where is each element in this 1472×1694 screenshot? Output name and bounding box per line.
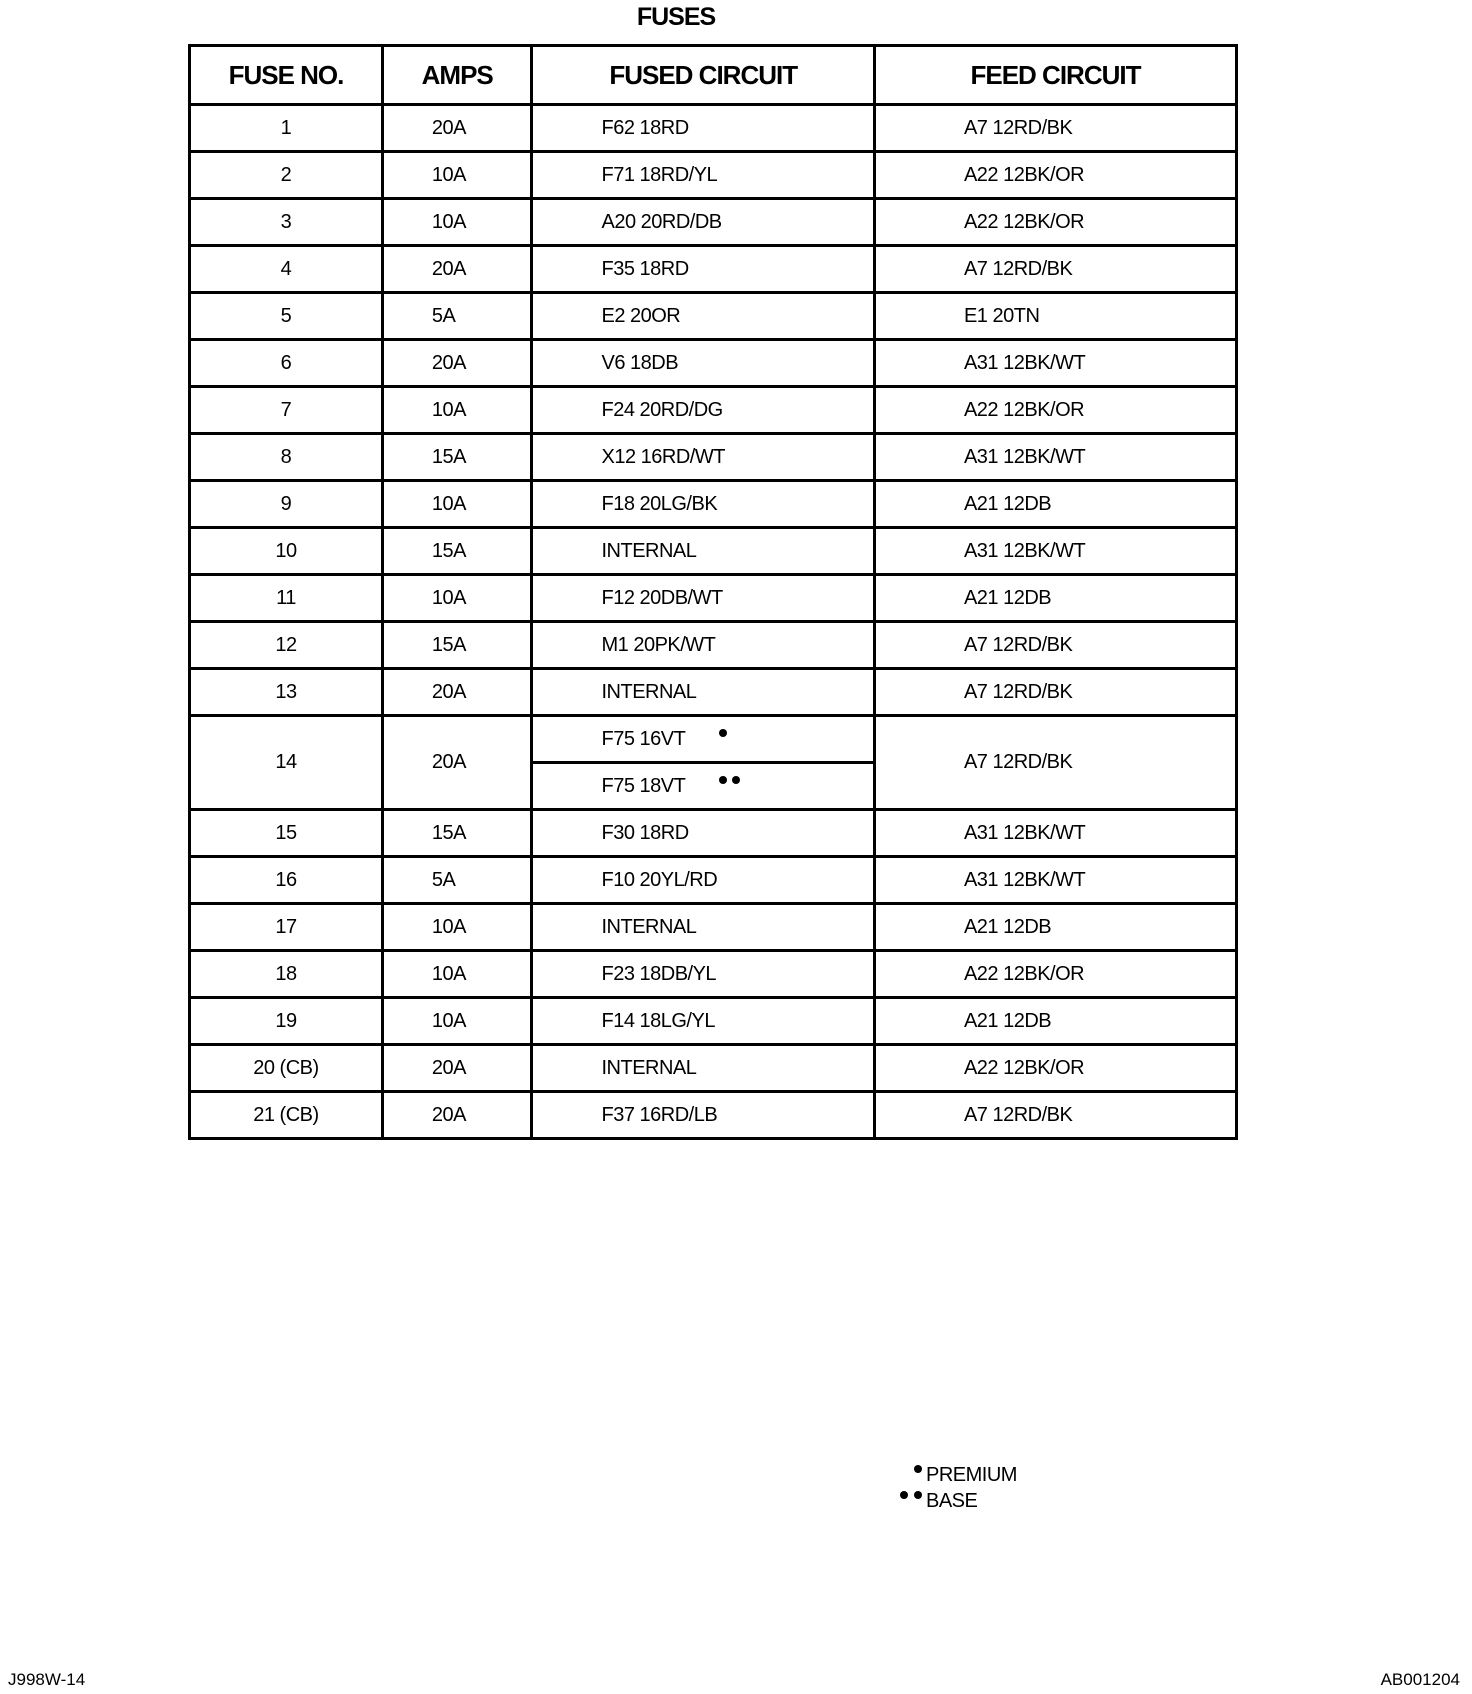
amps-cell: 15A [382, 528, 532, 575]
fused-circuit-cell: A20 20RD/DB [532, 199, 874, 246]
feed-circuit-cell: A31 12BK/WT [874, 340, 1236, 387]
feed-circuit-cell: A7 12RD/BK [874, 622, 1236, 669]
fused-circuit-cell: F62 18RD [532, 105, 874, 152]
fuse-no-cell: 16 [190, 857, 383, 904]
amps-cell: 15A [382, 434, 532, 481]
header-row [190, 46, 1237, 105]
table-row [190, 622, 1237, 669]
table-row [190, 434, 1237, 481]
fused-circuit-cell: F30 18RD [532, 810, 874, 857]
fuse-no-cell: 14 [190, 716, 383, 810]
amps-cell: 20A [382, 716, 532, 810]
table-row [190, 998, 1237, 1045]
feed-circuit-cell: A7 12RD/BK [874, 246, 1236, 293]
feed-circuit-cell: A22 12BK/OR [874, 387, 1236, 434]
figure-code-right: AB001204 [1380, 1670, 1460, 1689]
page-title: FUSES [636, 3, 716, 31]
base-dot-icon [719, 776, 727, 784]
table-row [190, 575, 1237, 622]
feed-circuit-cell: A7 12RD/BK [874, 105, 1236, 152]
fuse-no-cell: 17 [190, 904, 383, 951]
premium-dot-icon [914, 1465, 922, 1473]
fuse-no-cell: 10 [190, 528, 383, 575]
table-row [190, 904, 1237, 951]
amps-cell: 20A [382, 669, 532, 716]
amps-cell: 5A [382, 293, 532, 340]
fused-circuit-cell: F14 18LG/YL [532, 998, 874, 1045]
feed-circuit-cell: A22 12BK/OR [874, 152, 1236, 199]
fused-circuit-text: F75 18VT [601, 774, 686, 797]
base-dot-icon [732, 776, 740, 784]
fused-circuit-cell: V6 18DB [532, 340, 874, 387]
amps-cell: 20A [382, 246, 532, 293]
table-row [190, 293, 1237, 340]
amps-cell: 20A [382, 1045, 532, 1092]
table-row [190, 857, 1237, 904]
header-fused-circuit: FUSED CIRCUIT [532, 46, 874, 105]
table-row [190, 199, 1237, 246]
feed-circuit-cell: A7 12RD/BK [874, 716, 1236, 810]
amps-cell: 10A [382, 998, 532, 1045]
fused-circuit-cell: F35 18RD [532, 246, 874, 293]
table-row [190, 105, 1237, 152]
feed-circuit-cell: A31 12BK/WT [874, 810, 1236, 857]
legend-base-label: BASE [926, 1490, 978, 1512]
amps-cell: 20A [382, 1092, 532, 1139]
table-row [190, 152, 1237, 199]
feed-circuit-cell: A21 12DB [874, 998, 1236, 1045]
legend-premium [888, 1462, 1017, 1488]
feed-circuit-cell: A31 12BK/WT [874, 857, 1236, 904]
header-amps: AMPS [382, 46, 532, 105]
fused-circuit-cell: F12 20DB/WT [532, 575, 874, 622]
table-row [190, 340, 1237, 387]
amps-cell: 10A [382, 951, 532, 998]
table-row [190, 951, 1237, 998]
fused-circuit-cell: M1 20PK/WT [532, 622, 874, 669]
feed-circuit-cell: A21 12DB [874, 904, 1236, 951]
fused-circuit-cell: INTERNAL [532, 528, 874, 575]
fuse-no-cell: 21 (CB) [190, 1092, 383, 1139]
base-dot-icon [914, 1491, 922, 1499]
fuse-no-cell: 20 (CB) [190, 1045, 383, 1092]
table-row [190, 1045, 1237, 1092]
fused-circuit-cell: F23 18DB/YL [532, 951, 874, 998]
fuse-no-cell: 18 [190, 951, 383, 998]
table-row [190, 387, 1237, 434]
fused-circuit-cell: INTERNAL [532, 904, 874, 951]
feed-circuit-cell: A22 12BK/OR [874, 951, 1236, 998]
feed-circuit-cell: A22 12BK/OR [874, 1045, 1236, 1092]
amps-cell: 20A [382, 340, 532, 387]
feed-circuit-cell: A31 12BK/WT [874, 528, 1236, 575]
table-row [190, 246, 1237, 293]
premium-dot-icon [719, 729, 727, 737]
feed-circuit-cell: A7 12RD/BK [874, 669, 1236, 716]
table-row [190, 810, 1237, 857]
figure-code-left: J998W-14 [8, 1670, 86, 1689]
amps-cell: 10A [382, 199, 532, 246]
fuse-no-cell: 5 [190, 293, 383, 340]
legend [888, 1462, 1017, 1514]
fused-circuit-cell: F10 20YL/RD [532, 857, 874, 904]
fuse-no-cell: 8 [190, 434, 383, 481]
fused-circuit-cell: X12 16RD/WT [532, 434, 874, 481]
fuse-no-cell: 15 [190, 810, 383, 857]
table-row [190, 481, 1237, 528]
fuse-no-cell: 13 [190, 669, 383, 716]
feed-circuit-cell: A21 12DB [874, 575, 1236, 622]
fused-circuit-cell-base [532, 763, 874, 810]
feed-circuit-cell: E1 20TN [874, 293, 1236, 340]
fused-circuit-cell-premium [532, 716, 874, 763]
table-row [190, 528, 1237, 575]
fused-circuit-cell: F71 18RD/YL [532, 152, 874, 199]
amps-cell: 10A [382, 575, 532, 622]
fuse-no-cell: 1 [190, 105, 383, 152]
amps-cell: 15A [382, 810, 532, 857]
fuse-no-cell: 12 [190, 622, 383, 669]
table-row [190, 669, 1237, 716]
table-row-14-premium [190, 716, 1237, 763]
amps-cell: 10A [382, 387, 532, 434]
amps-cell: 15A [382, 622, 532, 669]
header-feed-circuit: FEED CIRCUIT [874, 46, 1236, 105]
fuse-no-cell: 2 [190, 152, 383, 199]
feed-circuit-cell: A22 12BK/OR [874, 199, 1236, 246]
fused-circuit-cell: F18 20LG/BK [532, 481, 874, 528]
feed-circuit-cell: A31 12BK/WT [874, 434, 1236, 481]
amps-cell: 10A [382, 152, 532, 199]
header-fuse-no: FUSE NO. [190, 46, 383, 105]
fuse-no-cell: 7 [190, 387, 383, 434]
fused-circuit-cell: INTERNAL [532, 669, 874, 716]
fused-circuit-cell: F24 20RD/DG [532, 387, 874, 434]
fuse-no-cell: 9 [190, 481, 383, 528]
fused-circuit-text: F75 16VT [601, 727, 686, 750]
amps-cell: 10A [382, 481, 532, 528]
legend-base [888, 1488, 1017, 1514]
base-dot-icon [900, 1491, 908, 1499]
fuse-no-cell: 4 [190, 246, 383, 293]
fused-circuit-cell: INTERNAL [532, 1045, 874, 1092]
legend-premium-label: PREMIUM [926, 1464, 1017, 1486]
fuse-no-cell: 11 [190, 575, 383, 622]
fused-circuit-cell: E2 20OR [532, 293, 874, 340]
fuse-table [188, 44, 1238, 1140]
feed-circuit-cell: A7 12RD/BK [874, 1092, 1236, 1139]
feed-circuit-cell: A21 12DB [874, 481, 1236, 528]
fused-circuit-cell: F37 16RD/LB [532, 1092, 874, 1139]
fuse-no-cell: 19 [190, 998, 383, 1045]
fuse-no-cell: 3 [190, 199, 383, 246]
table-row [190, 1092, 1237, 1139]
amps-cell: 10A [382, 904, 532, 951]
amps-cell: 20A [382, 105, 532, 152]
fuse-no-cell: 6 [190, 340, 383, 387]
amps-cell: 5A [382, 857, 532, 904]
